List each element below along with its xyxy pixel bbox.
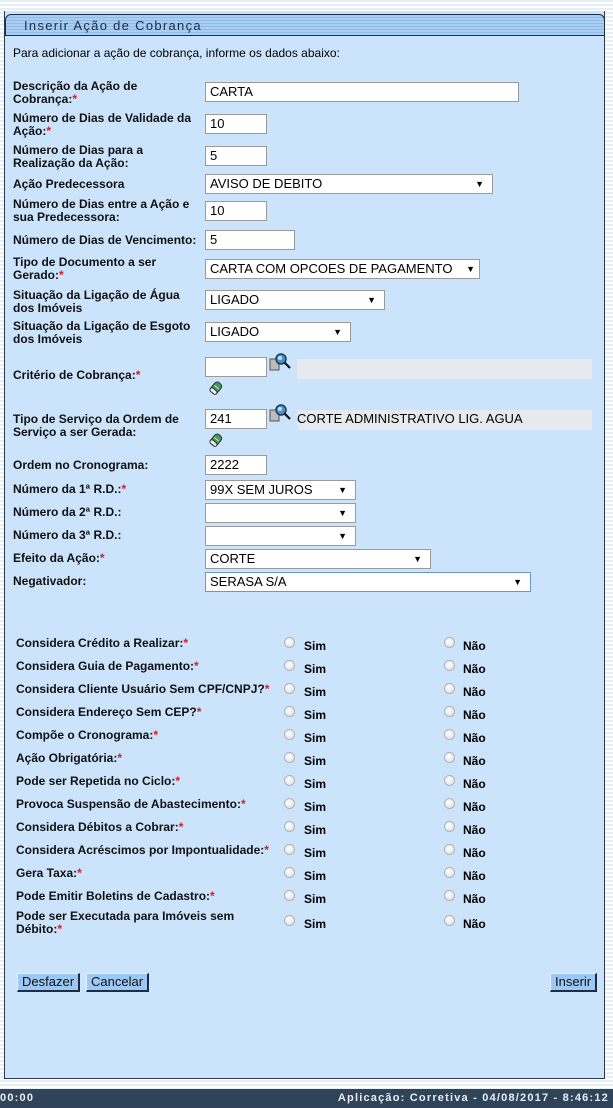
dias-vencimento-input[interactable]: 5 bbox=[205, 230, 295, 250]
rd3-select[interactable] bbox=[205, 526, 356, 546]
radio-sim-label[interactable]: Sim bbox=[304, 869, 327, 883]
rd2-select[interactable] bbox=[205, 503, 356, 523]
radio-nao-label[interactable]: Não bbox=[463, 754, 486, 768]
radio-nao[interactable] bbox=[444, 660, 455, 671]
magnifier-icon[interactable] bbox=[269, 403, 291, 423]
radio-nao-label[interactable]: Não bbox=[463, 708, 486, 722]
radio-sim-label[interactable]: Sim bbox=[304, 846, 327, 860]
dias-validade-label: Número de Dias de Validade da Ação:* bbox=[13, 111, 192, 138]
negativador-label: Negativador: bbox=[13, 574, 87, 588]
descricao-label: Descrição da Ação de Cobrança:* bbox=[13, 79, 138, 106]
intro-text: Para adicionar a ação de cobrança, informe os dados abaixo: bbox=[13, 46, 340, 60]
dropdown-arrow-icon: ▼ bbox=[466, 264, 475, 274]
dropdown-arrow-icon: ▼ bbox=[513, 577, 522, 587]
radio-nao-label[interactable]: Não bbox=[463, 800, 486, 814]
radio-sim[interactable] bbox=[284, 729, 295, 740]
radio-nao[interactable] bbox=[444, 844, 455, 855]
radio-question-label: Considera Endereço Sem CEP?* bbox=[16, 705, 202, 719]
radio-nao-label[interactable]: Não bbox=[463, 685, 486, 699]
radio-sim[interactable] bbox=[284, 683, 295, 694]
radio-sim[interactable] bbox=[284, 867, 295, 878]
dropdown-arrow-icon: ▼ bbox=[367, 295, 376, 305]
radio-sim-label[interactable]: Sim bbox=[304, 892, 327, 906]
status-timer: 00:00 bbox=[0, 1092, 35, 1104]
inserir-button[interactable]: Inserir bbox=[550, 973, 597, 992]
tipo-servico-description: CORTE ADMINISTRATIVO LIG. AGUA bbox=[297, 410, 592, 430]
status-app-info: Aplicação: Corretiva - 04/08/2017 - 8:46:12 bbox=[337, 1092, 609, 1104]
criterio-input[interactable] bbox=[205, 357, 267, 377]
radio-sim[interactable] bbox=[284, 915, 295, 926]
radio-question-label: Pode ser Repetida no Ciclo:* bbox=[16, 774, 181, 788]
tipo-servico-label: Tipo de Serviço da Ordem de Serviço a ser Gerada: bbox=[13, 412, 179, 439]
radio-sim[interactable] bbox=[284, 637, 295, 648]
radio-sim-label[interactable]: Sim bbox=[304, 731, 327, 745]
magnifier-icon[interactable] bbox=[269, 352, 291, 372]
radio-sim-label[interactable]: Sim bbox=[304, 800, 327, 814]
dias-entre-label: Número de Dias entre a Ação e sua Predecessora: bbox=[13, 197, 190, 224]
acao-predecessora-label: Ação Predecessora bbox=[13, 177, 125, 191]
radio-sim[interactable] bbox=[284, 798, 295, 809]
radio-sim-label[interactable]: Sim bbox=[304, 754, 327, 768]
window-title-bar bbox=[5, 14, 605, 36]
radio-nao-label[interactable]: Não bbox=[463, 662, 486, 676]
radio-sim-label[interactable]: Sim bbox=[304, 777, 327, 791]
radio-nao[interactable] bbox=[444, 798, 455, 809]
criterio-description bbox=[297, 359, 592, 379]
negativador-select[interactable]: SERASA S/A ▼ bbox=[205, 572, 531, 592]
rd1-label: Número da 1ª R.D.:* bbox=[13, 482, 127, 496]
radio-nao[interactable] bbox=[444, 706, 455, 717]
dias-realizacao-label: Número de Dias para a Realização da Ação: bbox=[13, 143, 144, 170]
radio-nao[interactable] bbox=[444, 637, 455, 648]
cancelar-button[interactable]: Cancelar bbox=[86, 973, 149, 992]
descricao-input[interactable]: CARTA bbox=[205, 82, 519, 102]
radio-question-label: Pode Emitir Boletins de Cadastro:* bbox=[16, 889, 215, 903]
radio-question-label: Compõe o Cronograma:* bbox=[16, 728, 159, 742]
rd2-label: Número da 2ª R.D.: bbox=[13, 505, 122, 519]
radio-nao[interactable] bbox=[444, 890, 455, 901]
radio-sim-label[interactable]: Sim bbox=[304, 917, 327, 931]
radio-question-label: Considera Cliente Usuário Sem CPF/CNPJ?* bbox=[16, 682, 270, 696]
dias-vencimento-label: Número de Dias de Vencimento: bbox=[13, 233, 197, 247]
dropdown-arrow-icon: ▼ bbox=[475, 179, 484, 189]
radio-sim[interactable] bbox=[284, 844, 295, 855]
dropdown-arrow-icon: ▼ bbox=[338, 508, 347, 518]
acao-predecessora-select[interactable]: AVISO DE DEBITO ▼ bbox=[205, 174, 493, 194]
radio-question-label: Ação Obrigatória:* bbox=[16, 751, 123, 765]
radio-nao-label[interactable]: Não bbox=[463, 846, 486, 860]
radio-sim[interactable] bbox=[284, 660, 295, 671]
rd1-select[interactable]: 99X SEM JUROS ▼ bbox=[205, 480, 356, 500]
dias-validade-input[interactable]: 10 bbox=[205, 114, 267, 134]
situacao-agua-label: Situação da Ligação de Água dos Imóveis bbox=[13, 288, 180, 315]
radio-nao[interactable] bbox=[444, 867, 455, 878]
radio-nao-label[interactable]: Não bbox=[463, 731, 486, 745]
radio-nao[interactable] bbox=[444, 683, 455, 694]
radio-question-label: Considera Guia de Pagamento:* bbox=[16, 659, 199, 673]
radio-sim-label[interactable]: Sim bbox=[304, 639, 327, 653]
efeito-label: Efeito da Ação:* bbox=[13, 551, 105, 565]
radio-nao-label[interactable]: Não bbox=[463, 639, 486, 653]
radio-nao-label[interactable]: Não bbox=[463, 869, 486, 883]
tipo-documento-label: Tipo de Documento a ser Gerado:* bbox=[13, 255, 157, 282]
radio-question-label: Provoca Suspensão de Abastecimento:* bbox=[16, 797, 246, 811]
ordem-cronograma-label: Ordem no Cronograma: bbox=[13, 458, 149, 472]
radio-nao[interactable] bbox=[444, 729, 455, 740]
situacao-agua-select[interactable]: LIGADO ▼ bbox=[205, 290, 385, 310]
radio-nao-label[interactable]: Não bbox=[463, 917, 486, 931]
tipo-documento-select[interactable]: CARTA COM OPCOES DE PAGAMENTO ▼ bbox=[205, 259, 480, 279]
eraser-icon[interactable] bbox=[208, 380, 224, 396]
dropdown-arrow-icon: ▼ bbox=[413, 554, 422, 564]
desfazer-button[interactable]: Desfazer bbox=[17, 973, 80, 992]
radio-nao[interactable] bbox=[444, 915, 455, 926]
tipo-servico-input[interactable]: 241 bbox=[205, 409, 267, 429]
criterio-label: Critério de Cobrança:* bbox=[13, 368, 141, 382]
radio-question-label: Considera Acréscimos por Impontualidade:* bbox=[16, 843, 269, 857]
radio-sim[interactable] bbox=[284, 890, 295, 901]
dias-realizacao-input[interactable]: 5 bbox=[205, 146, 267, 166]
radio-nao[interactable] bbox=[444, 752, 455, 763]
dropdown-arrow-icon: ▼ bbox=[338, 485, 347, 495]
radio-sim[interactable] bbox=[284, 706, 295, 717]
situacao-esgoto-select[interactable]: LIGADO ▼ bbox=[205, 322, 351, 342]
radio-nao-label[interactable]: Não bbox=[463, 823, 486, 837]
radio-sim[interactable] bbox=[284, 752, 295, 763]
dias-entre-input[interactable]: 10 bbox=[205, 201, 267, 221]
rd3-label: Número da 3ª R.D.: bbox=[13, 528, 122, 542]
radio-nao[interactable] bbox=[444, 821, 455, 832]
radio-question-label: Considera Débitos a Cobrar:* bbox=[16, 820, 184, 834]
status-bar bbox=[0, 1089, 613, 1108]
radio-nao[interactable] bbox=[444, 775, 455, 786]
dropdown-arrow-icon: ▼ bbox=[338, 531, 347, 541]
radio-sim-label[interactable]: Sim bbox=[304, 823, 327, 837]
situacao-esgoto-label: Situação da Ligação de Esgoto dos Imóveis bbox=[13, 319, 191, 346]
radio-sim-label[interactable]: Sim bbox=[304, 662, 327, 676]
eraser-icon[interactable] bbox=[208, 432, 224, 448]
dropdown-arrow-icon: ▼ bbox=[333, 327, 342, 337]
radio-sim-label[interactable]: Sim bbox=[304, 708, 327, 722]
radio-nao-label[interactable]: Não bbox=[463, 892, 486, 906]
radio-question-label: Considera Crédito a Realizar:* bbox=[16, 636, 189, 650]
radio-question-label: Pode ser Executada para Imóveis sem Débito:* bbox=[16, 909, 235, 936]
ordem-cronograma-input[interactable]: 2222 bbox=[205, 455, 267, 475]
radio-nao-label[interactable]: Não bbox=[463, 777, 486, 791]
radio-question-label: Gera Taxa:* bbox=[16, 866, 82, 880]
efeito-select[interactable]: CORTE ▼ bbox=[205, 549, 431, 569]
window-title: Inserir Ação de Cobrança bbox=[24, 18, 202, 33]
radio-sim[interactable] bbox=[284, 821, 295, 832]
radio-sim-label[interactable]: Sim bbox=[304, 685, 327, 699]
radio-sim[interactable] bbox=[284, 775, 295, 786]
